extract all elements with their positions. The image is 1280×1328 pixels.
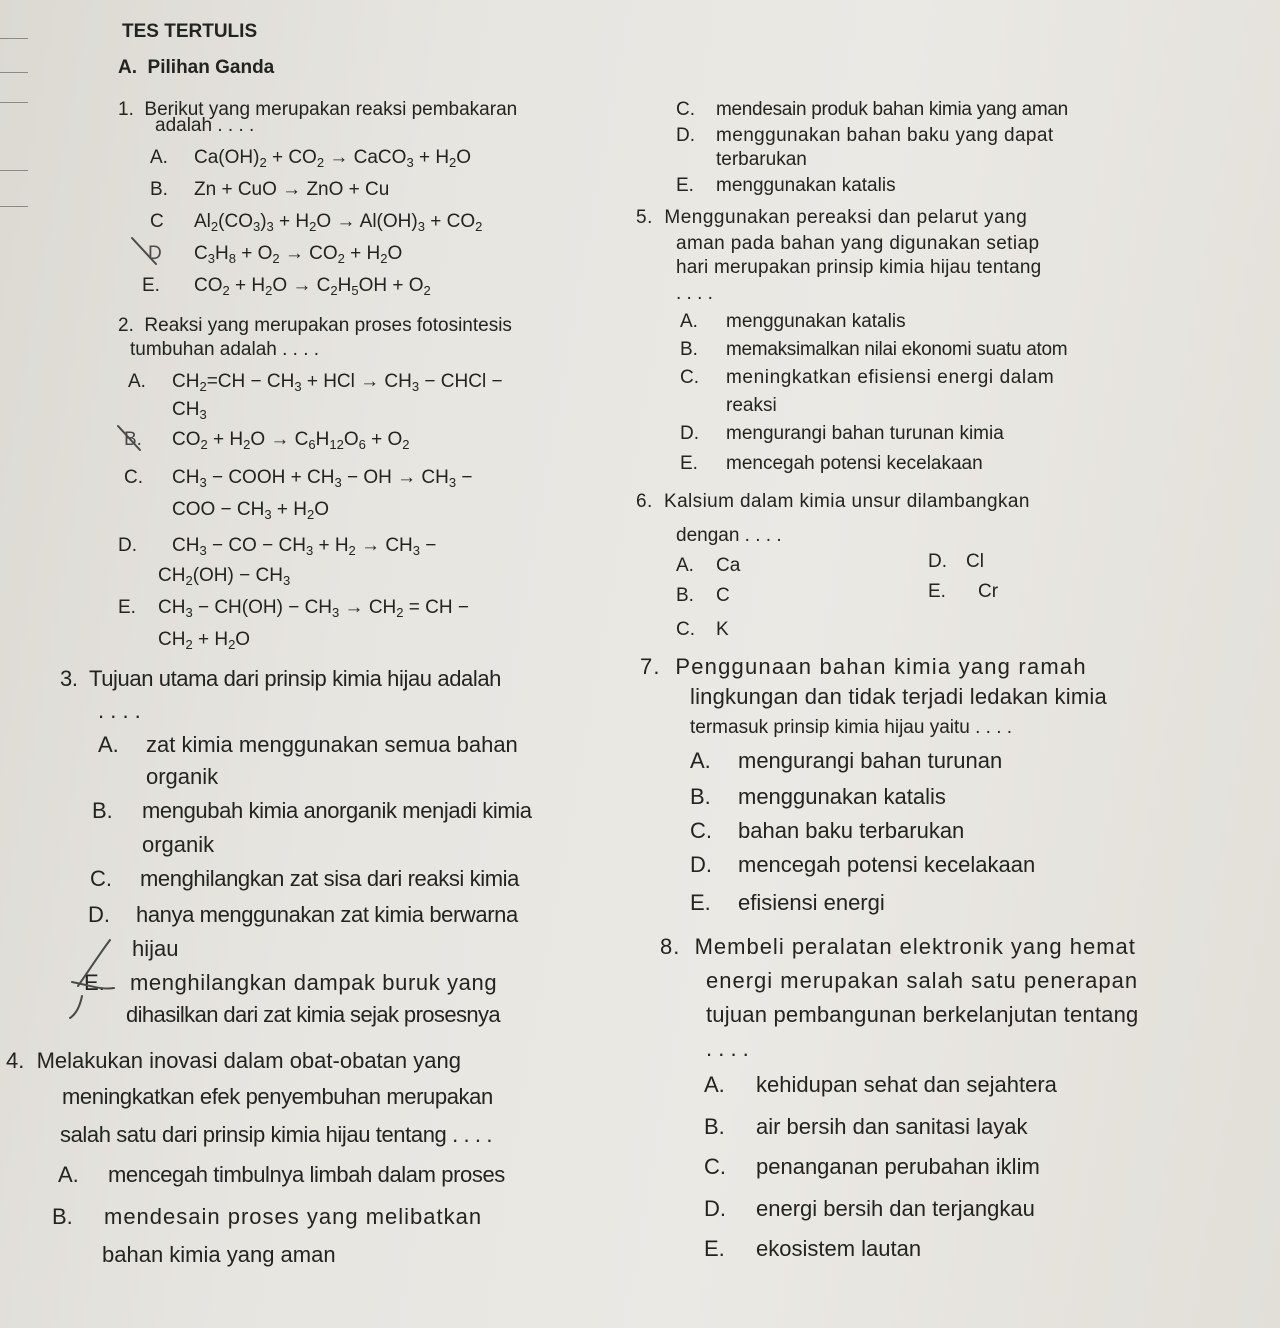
q2-stem-line: 2. Reaksi yang merupakan proses fotosintesis [118, 315, 512, 336]
q3-option-a-cont: organik [146, 764, 219, 789]
q2-option-e-cont: $CH_2 + H_2O$ [158, 629, 251, 652]
q7-option-c[interactable]: bahan baku terbarukan [738, 818, 965, 843]
q1-option-b[interactable]: Zn + CuO → ZnO + Cu [194, 179, 390, 200]
q4-option-letter: B. [52, 1204, 73, 1229]
q1-stem-line: 1. Berikut yang merupakan reaksi pembakaran [118, 99, 518, 120]
q6-option-letter: D. [928, 551, 947, 572]
q5-option-e[interactable]: mencegah potensi kecelakaan [726, 453, 983, 474]
page-edge-line [0, 170, 28, 171]
q7-option-a[interactable]: mengurangi bahan turunan [738, 748, 1003, 773]
q3-option-a[interactable]: zat kimia menggunakan semua bahan [146, 732, 518, 757]
pencil-answer-mark [128, 234, 162, 268]
q3-stem-line: 3. Tujuan utama dari prinsip kimia hijau adalah [60, 666, 502, 691]
q8-option-e[interactable]: ekosistem lautan [756, 1236, 922, 1261]
q7-stem-line: termasuk prinsip kimia hijau yaitu . . . . [690, 717, 1013, 738]
q4-stem-line: salah satu dari prinsip kimia hijau tentang . . . . [60, 1122, 493, 1147]
q2-option-letter: B. [124, 429, 142, 450]
q3-option-letter: C. [90, 866, 112, 891]
q6-option-letter: B. [676, 585, 694, 606]
q3-option-b[interactable]: mengubah kimia anorganik menjadi kimia [142, 798, 532, 823]
q4-option-letter: E. [676, 175, 694, 196]
q8-option-letter: C. [704, 1154, 726, 1179]
q5-option-letter: C. [680, 367, 699, 388]
q7-stem-line: lingkungan dan tidak terjadi ledakan kimia [690, 684, 1107, 709]
q2-option-a[interactable]: $CH_2=CH - CH_3$ + HCl → $CH_3$ − CHCl − [172, 371, 503, 394]
q6-option-b[interactable]: C [716, 585, 730, 606]
page-title: TES TERTULIS [122, 21, 258, 42]
page-edge-line [0, 38, 28, 39]
page-edge-line [0, 72, 28, 73]
q3-option-c[interactable]: menghilangkan zat sisa dari reaksi kimia [140, 866, 519, 891]
q8-option-c[interactable]: penanganan perubahan iklim [756, 1154, 1040, 1179]
q4-option-d-cont: terbarukan [716, 149, 807, 170]
q5-option-letter: B. [680, 339, 698, 360]
q7-option-e[interactable]: efisiensi energi [738, 890, 885, 915]
q2-option-d-cont: $CH_2(OH) - CH_3$ [158, 565, 291, 588]
q3-option-letter: D. [88, 902, 110, 927]
q5-stem-line: aman pada bahan yang digunakan setiap [676, 233, 1040, 254]
q2-option-d[interactable]: $CH_3$ − CO − $CH_3 + H_2 \to CH_3$ − [172, 535, 437, 558]
q5-option-letter: A. [680, 311, 698, 332]
q6-option-letter: C. [676, 619, 695, 640]
q2-option-letter: E. [118, 597, 136, 618]
q4-stem-line: meningkatkan efek penyembuhan merupakan [62, 1084, 493, 1109]
q1-option-letter: C [150, 211, 164, 232]
q8-option-letter: A. [704, 1072, 725, 1097]
q8-stem-line: tujuan pembangunan berkelanjutan tentang [706, 1002, 1139, 1027]
q6-option-letter: A. [676, 555, 694, 576]
q5-option-a[interactable]: menggunakan katalis [726, 311, 906, 332]
q2-stem-line: tumbuhan adalah . . . . [130, 339, 320, 360]
q5-stem-line: . . . . [676, 283, 713, 304]
q2-option-letter: A. [128, 371, 146, 392]
q1-option-letter: A. [150, 147, 168, 168]
q1-option-letter: E. [142, 275, 160, 296]
q8-option-letter: E. [704, 1236, 725, 1261]
q2-option-letter: D. [118, 535, 137, 556]
section-heading: A. Pilihan Ganda [118, 57, 275, 78]
q3-option-e[interactable]: menghilangkan dampak buruk yang [130, 970, 498, 995]
q8-option-a[interactable]: kehidupan sehat dan sejahtera [756, 1072, 1057, 1097]
q3-option-letter: B. [92, 798, 113, 823]
q4-stem-line: 4. Melakukan inovasi dalam obat-obatan yang [6, 1048, 461, 1073]
q5-option-c-cont: reaksi [726, 395, 777, 416]
q4-option-c[interactable]: mendesain produk bahan kimia yang aman [716, 99, 1068, 120]
q7-option-d[interactable]: mencegah potensi kecelakaan [738, 852, 1036, 877]
q2-option-a-cont: $CH_3$ [172, 399, 207, 422]
q7-stem-line: 7. Penggunaan bahan kimia yang ramah [640, 654, 1087, 679]
q1-option-a[interactable]: $Ca(OH)_2 + CO_2$ → CaCO$_3$ + $H_2O$ [194, 147, 472, 170]
q5-option-b[interactable]: memaksimalkan nilai ekonomi suatu atom [726, 339, 1068, 360]
q5-option-c[interactable]: meningkatkan efisiensi energi dalam [726, 367, 1055, 388]
q1-option-c[interactable]: $Al_2(CO_3)_3 + H_2O \to Al(OH)_3 + CO_2$ [194, 211, 483, 234]
pencil-answer-mark [62, 936, 126, 1022]
q6-option-a[interactable]: Ca [716, 555, 741, 576]
q5-stem-line: hari merupakan prinsip kimia hijau tentang [676, 257, 1042, 278]
q2-option-c-cont: COO − $CH_3 + H_2O$ [172, 499, 329, 522]
q7-option-letter: A. [690, 748, 711, 773]
q1-option-d[interactable]: $C_3H_8 + O_2 \to CO_2 + H_2O$ [194, 243, 403, 266]
page-edge-line [0, 102, 28, 103]
q6-option-d[interactable]: Cl [966, 551, 984, 572]
q5-stem-line: 5. Menggunakan pereaksi dan pelarut yang [636, 207, 1028, 228]
q4-option-letter: D. [676, 125, 695, 146]
q3-option-letter: A. [98, 732, 119, 757]
q7-option-letter: D. [690, 852, 712, 877]
q1-option-letter: B. [150, 179, 168, 200]
q1-option-letter: D [148, 243, 162, 264]
q4-option-d[interactable]: menggunakan bahan baku yang dapat [716, 125, 1054, 146]
q2-option-b[interactable]: $CO_2 + H_2O \to C_6H_{12}O_6 + O_2$ [172, 429, 410, 452]
pencil-answer-mark [114, 420, 148, 456]
q3-option-d-cont: hijau [132, 936, 179, 961]
q4-option-letter: A. [58, 1162, 79, 1187]
q8-option-d[interactable]: energi bersih dan terjangkau [756, 1196, 1035, 1221]
q4-option-e[interactable]: menggunakan katalis [716, 175, 896, 196]
q4-option-b[interactable]: mendesain proses yang melibatkan [104, 1204, 483, 1229]
q3-option-letter: E. [84, 970, 105, 995]
q3-stem-line: . . . . [98, 698, 141, 723]
q6-option-e[interactable]: Cr [978, 581, 999, 602]
q2-option-letter: C. [124, 467, 143, 488]
q8-stem-line: 8. Membeli peralatan elektronik yang hemat [660, 934, 1136, 959]
q8-option-b[interactable]: air bersih dan sanitasi layak [756, 1114, 1028, 1139]
q8-stem-line: energi merupakan salah satu penerapan [706, 968, 1139, 993]
q1-option-e[interactable]: $CO_2 + H_2O \to C_2H_5OH + O_2$ [194, 275, 431, 298]
q4-option-a[interactable]: mencegah timbulnya limbah dalam proses [108, 1162, 505, 1187]
q7-option-letter: C. [690, 818, 712, 843]
q3-option-e-cont: dihasilkan dari zat kimia sejak prosesnya [126, 1002, 501, 1027]
q3-option-d[interactable]: hanya menggunakan zat kimia berwarna [136, 902, 518, 927]
q6-stem-line: dengan . . . . [676, 525, 782, 546]
q6-option-letter: E. [928, 581, 946, 602]
q5-option-letter: E. [680, 453, 698, 474]
page-edge-line [0, 206, 28, 207]
q4-option-letter: C. [676, 99, 695, 120]
q2-option-c[interactable]: $CH_3$ − COOH + $CH_3$ − OH → $CH_3$ − [172, 467, 473, 490]
q7-option-letter: B. [690, 784, 711, 809]
q8-option-letter: B. [704, 1114, 725, 1139]
q1-stem-line: adalah . . . . [155, 115, 255, 136]
q6-option-c[interactable]: K [716, 619, 729, 640]
q7-option-letter: E. [690, 890, 711, 915]
q8-stem-line: . . . . [706, 1036, 749, 1061]
q4-option-b-cont: bahan kimia yang aman [102, 1242, 336, 1267]
q5-option-letter: D. [680, 423, 699, 444]
q8-option-letter: D. [704, 1196, 726, 1221]
q5-option-d[interactable]: mengurangi bahan turunan kimia [726, 423, 1004, 444]
q7-option-b[interactable]: menggunakan katalis [738, 784, 946, 809]
q6-stem-line: 6. Kalsium dalam kimia unsur dilambangkan [636, 491, 1030, 512]
q2-option-e[interactable]: $CH_3 - CH(OH) - CH_3 \to CH_2$ = CH − [158, 597, 469, 620]
q3-option-b-cont: organik [142, 832, 215, 857]
